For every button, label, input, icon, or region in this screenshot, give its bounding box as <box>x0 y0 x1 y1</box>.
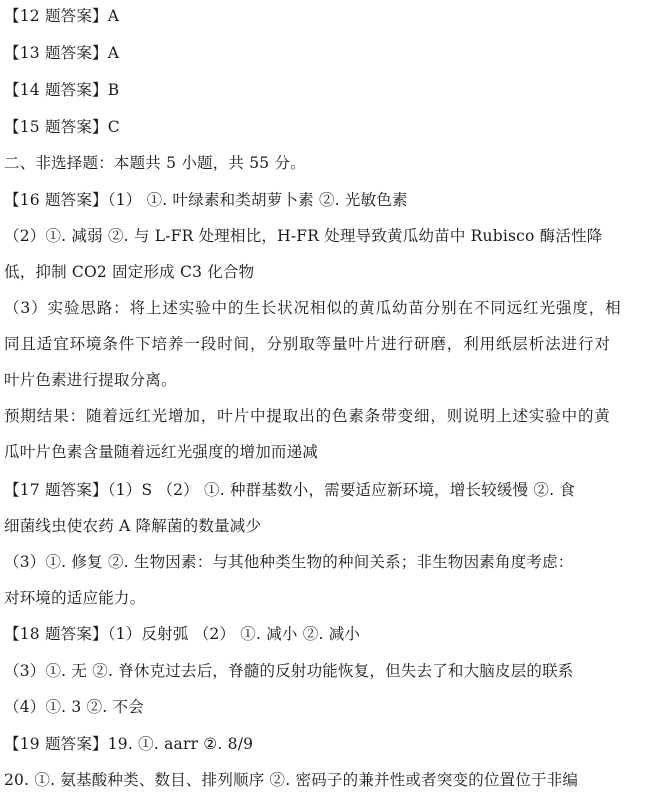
answer-16-part-2: （2）①. 减弱 ②. 与 L-FR 处理相比，H-FR 处理导致黄瓜幼苗中 Rubisco 酶活性降 <box>4 227 603 245</box>
answer-16-part-3-end: 叶片色素进行提取分离。 <box>4 371 177 389</box>
answer-16-part-1: 【16 题答案】（1） ①. 叶绿素和类胡萝卜素 ②. 光敏色素 <box>4 191 408 209</box>
answer-17-part-3: （3）①. 修复 ②. 生物因素：与其他种类生物的种间关系；非生物因素角度考虑： <box>4 553 574 571</box>
answer-16-part-3: （3）实验思路：将上述实验中的生长状况相似的黄瓜幼苗分别在不同远红光强度，相 <box>4 299 622 317</box>
answer-18-part-1-2: 【18 题答案】（1）反射弧 （2） ①. 减小 ②. 减小 <box>4 625 361 643</box>
answer-13: 【13 题答案】A <box>4 44 120 62</box>
answer-14: 【14 题答案】B <box>4 81 120 99</box>
answer-19: 【19 题答案】19. ①. aarr ②. 8/9 <box>4 735 254 753</box>
answer-18-part-4: （4）①. 3 ②. 不会 <box>4 698 144 716</box>
answer-20: 20. ①. 氨基酸种类、数目、排列顺序 ②. 密码子的兼并性或者突变的位置位于非编 <box>4 771 579 789</box>
answer-16-part-3-cont: 同且适宜环境条件下培养一段时间，分别取等量叶片进行研磨，利用纸层析法进行对 <box>4 335 611 353</box>
expected-result: 预期结果：随着远红光增加，叶片中提取出的色素条带变细，则说明上述实验中的黄 <box>4 407 611 425</box>
answer-18-part-3: （3）①. 无 ②. 脊休克过去后，脊髓的反射功能恢复，但失去了和大脑皮层的联系 <box>4 662 574 680</box>
answer-17-part-3-cont: 对环境的适应能力。 <box>4 589 146 607</box>
answer-12: 【12 题答案】A <box>4 7 120 25</box>
answer-16-part-2-cont: 低，抑制 CO2 固定形成 C3 化合物 <box>4 263 255 281</box>
answer-15: 【15 题答案】C <box>4 118 120 136</box>
expected-result-cont: 瓜叶片色素含量随着远红光强度的增加而递减 <box>4 443 319 461</box>
section-heading: 二、非选择题：本题共 5 小题，共 55 分。 <box>4 154 306 172</box>
answer-17-part-1-2: 【17 题答案】（1）S （2） ①. 种群基数小，需要适应新环境，增长较缓慢 ②. 食 <box>4 481 576 499</box>
answer-17-part-2-cont: 细菌线虫使农药 A 降解菌的数量减少 <box>4 517 262 535</box>
